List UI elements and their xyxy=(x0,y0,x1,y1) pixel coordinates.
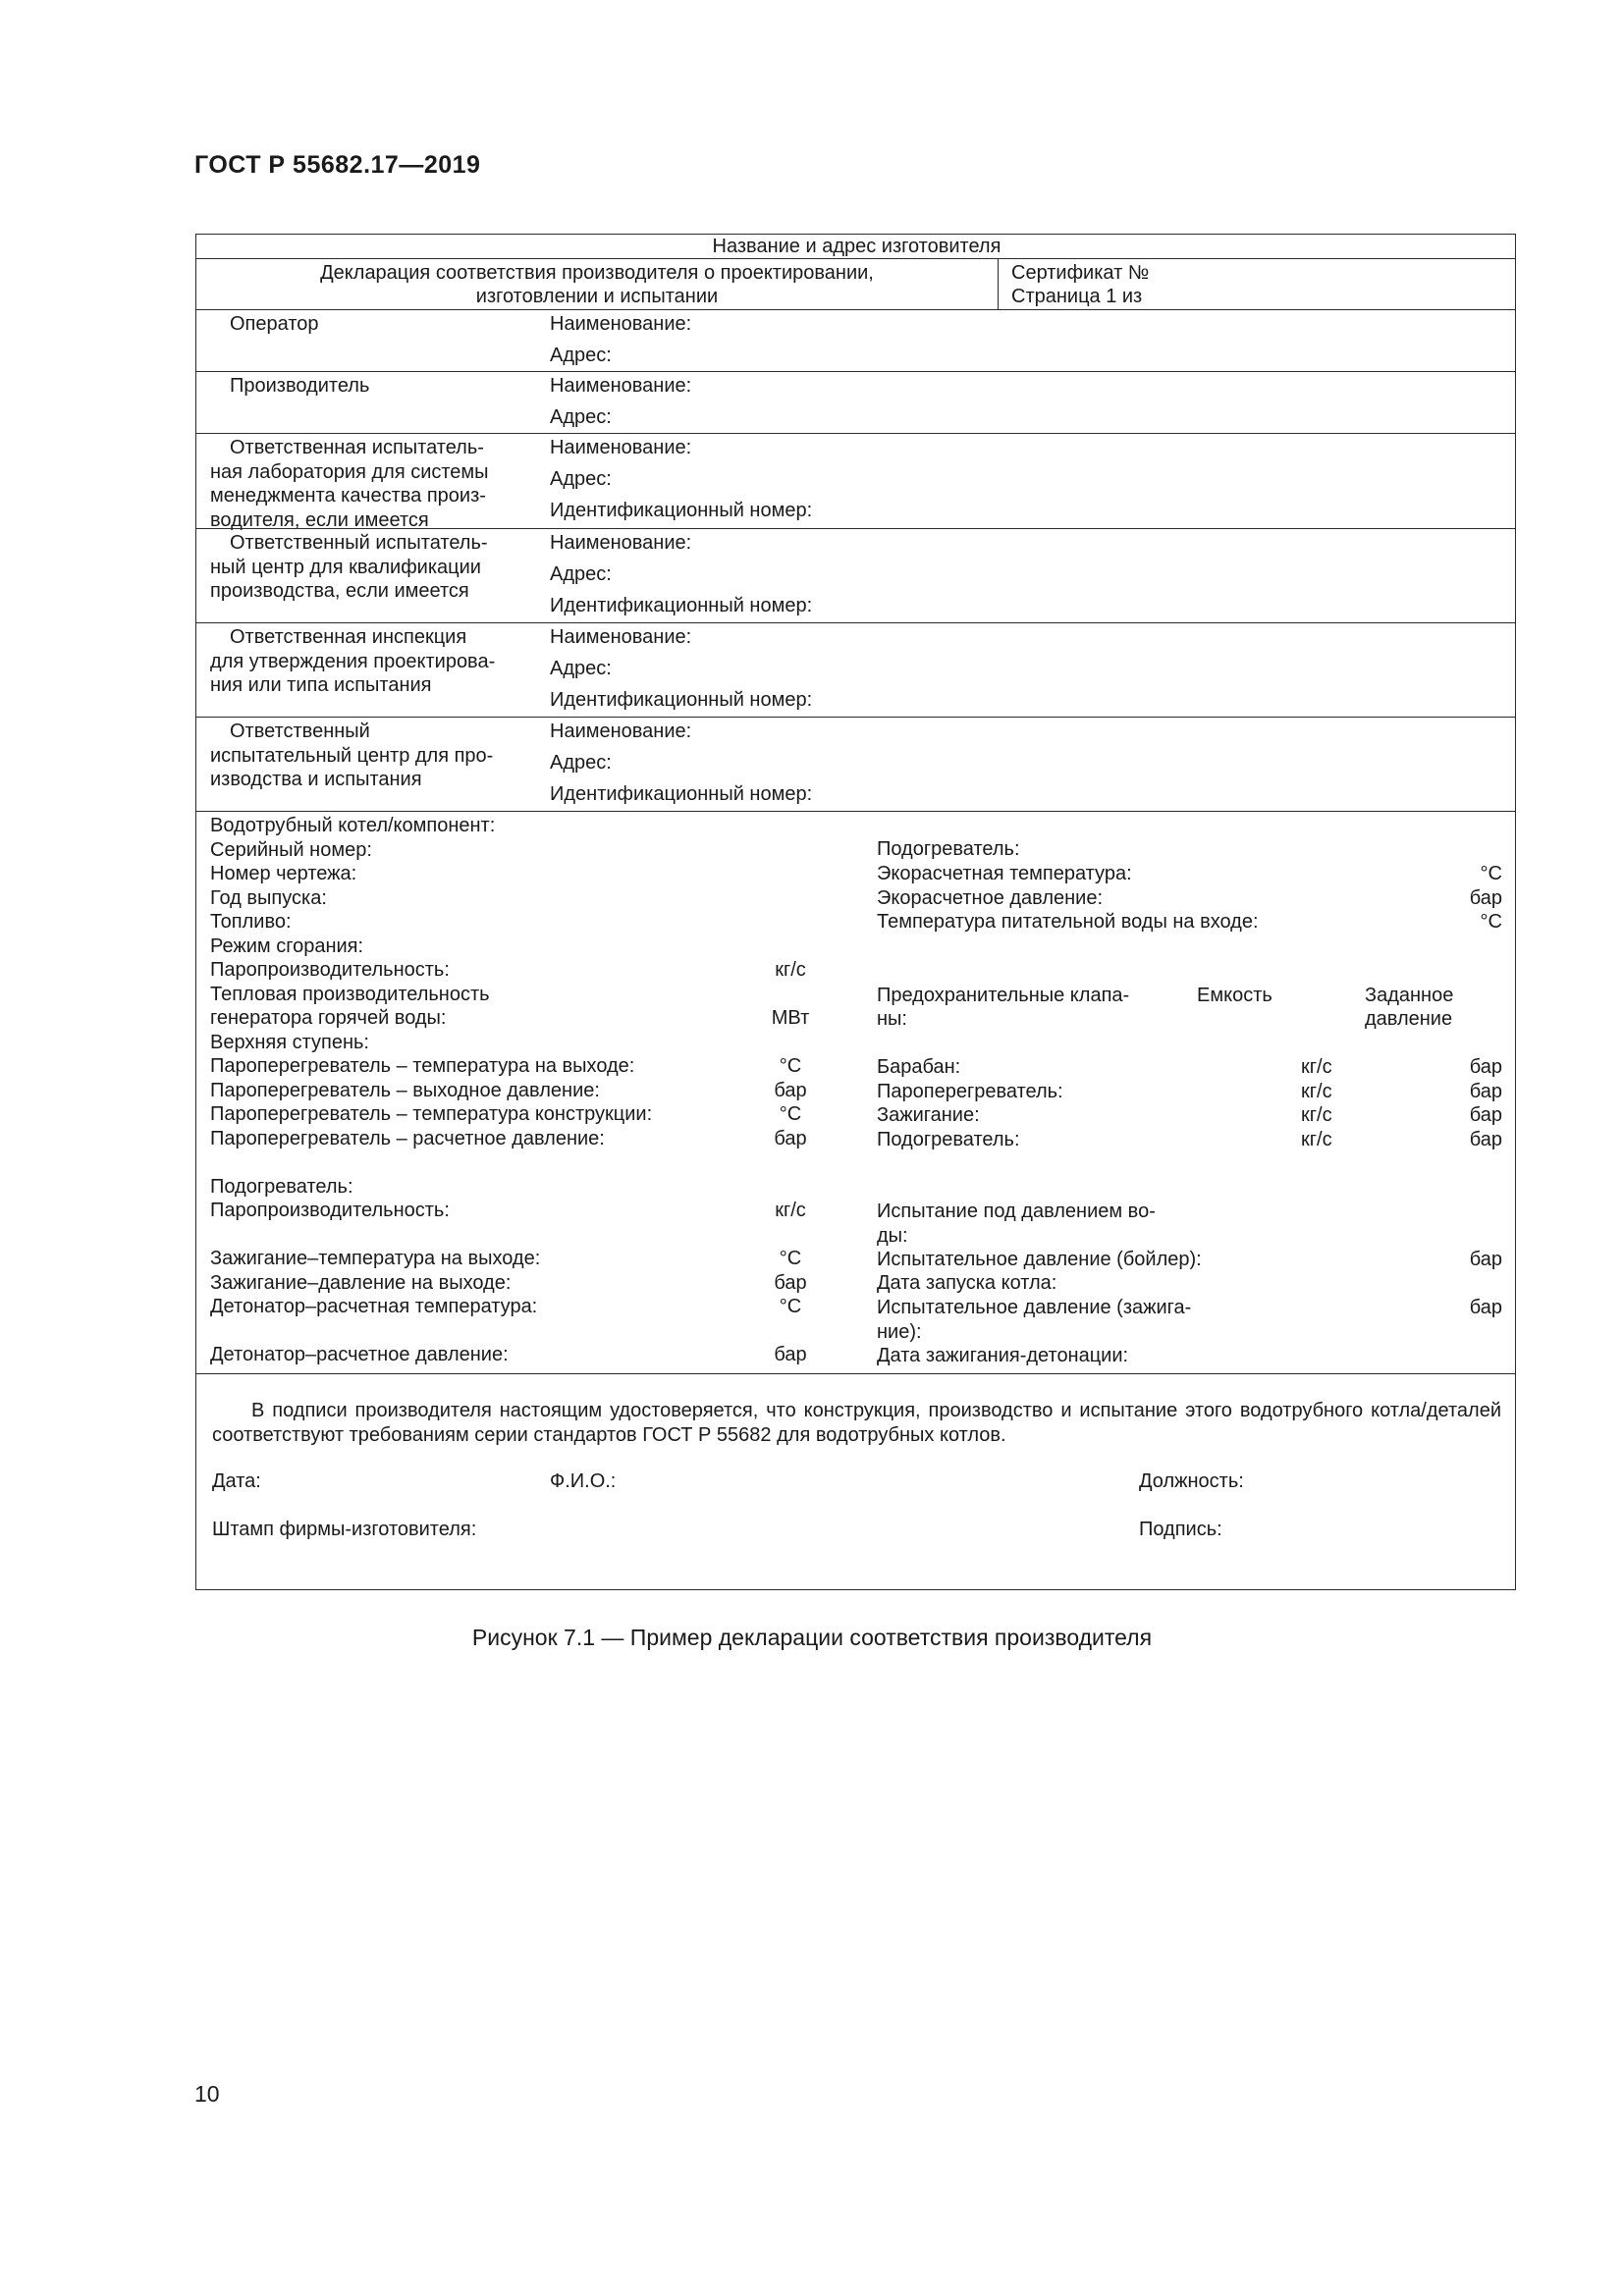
party-field-label: Адрес: xyxy=(550,752,612,774)
declaration-title-line1: Декларация соответствия производителя о проектировании, xyxy=(320,262,874,284)
page-count-label: Страница 1 из xyxy=(1011,286,1143,307)
valve-capacity-unit: кг/с xyxy=(1301,1128,1332,1150)
heater-title: Подогреватель: xyxy=(877,838,1020,860)
valve-pressure-unit: бар xyxy=(1469,1080,1502,1102)
spec-unit: °С xyxy=(779,1296,802,1317)
test-label-line: Испытательное давление (бойлер): xyxy=(877,1249,1202,1270)
party-field-label: Адрес: xyxy=(550,468,612,490)
heater-parameter-label: Температура питательной воды на входе: xyxy=(877,911,1259,933)
divider xyxy=(196,528,1515,529)
party-field-label: Наименование: xyxy=(550,626,692,648)
figure-caption: Рисунок 7.1 — Пример декларации соответствия производителя xyxy=(471,1625,1153,1650)
spec-label: Зажигание–температура на выходе: xyxy=(210,1248,541,1269)
spec-label: Номер чертежа: xyxy=(210,863,357,884)
party-field-label: Адрес: xyxy=(550,345,612,366)
valve-name: Пароперегреватель: xyxy=(877,1080,1063,1102)
spec-unit: °С xyxy=(779,1103,802,1125)
valves-title-line2: ны: xyxy=(877,1008,907,1030)
party-label-line: испытательный центр для про- xyxy=(210,744,494,767)
divider xyxy=(196,433,1515,434)
valves-title-line1: Предохранительные клапа- xyxy=(877,985,1130,1006)
valves-capacity-header: Емкость xyxy=(1197,985,1272,1006)
spec-unit: бар xyxy=(774,1344,807,1365)
spec-unit: °С xyxy=(779,1248,802,1269)
signature-label: Подпись: xyxy=(1139,1519,1222,1540)
valve-capacity-unit: кг/с xyxy=(1301,1080,1332,1102)
party-label-line: производства, если имеется xyxy=(210,580,469,602)
divider xyxy=(196,717,1515,718)
party-field-label: Наименование: xyxy=(550,375,692,397)
spec-unit: бар xyxy=(774,1079,807,1101)
party-field-label: Идентификационный номер: xyxy=(550,500,813,521)
spec-label: Детонатор–расчетная температура: xyxy=(210,1296,538,1317)
spec-unit: °С xyxy=(779,1055,802,1077)
declaration-form xyxy=(195,234,1516,1590)
spec-label: Пароперегреватель – температура на выходе: xyxy=(210,1055,635,1077)
party-field-label: Наименование: xyxy=(550,532,692,554)
heater-parameter-unit: °С xyxy=(1480,863,1502,884)
party-label-line: менеджмента качества произ- xyxy=(210,485,486,507)
test-label-line: Испытание под давлением во- xyxy=(877,1201,1156,1222)
party-label-line: Ответственная испытатель- xyxy=(230,437,484,458)
party-field-label: Адрес: xyxy=(550,406,612,428)
party-field-label: Адрес: xyxy=(550,563,612,585)
valve-name: Зажигание: xyxy=(877,1104,980,1126)
spec-label: Паропроизводительность: xyxy=(210,959,450,981)
spec-unit: бар xyxy=(774,1127,807,1149)
party-label-line: Ответственный xyxy=(230,721,370,742)
valves-pressure-header-line1: Заданное xyxy=(1365,985,1454,1006)
spec-label: Пароперегреватель – выходное давление: xyxy=(210,1079,600,1101)
valves-pressure-header-line2: давление xyxy=(1365,1008,1453,1030)
party-label-line: изводства и испытания xyxy=(210,769,422,790)
spec-label: генератора горячей воды: xyxy=(210,1007,447,1029)
date-label: Дата: xyxy=(212,1470,261,1492)
test-label-line: Дата зажигания-детонации: xyxy=(877,1345,1129,1366)
spec-label: Верхняя ступень: xyxy=(210,1031,369,1053)
party-field-label: Наименование: xyxy=(550,437,692,458)
party-label-line: Ответственный испытатель- xyxy=(230,532,488,554)
divider xyxy=(196,811,1515,812)
party-field-label: Адрес: xyxy=(550,658,612,679)
party-label-line: для утверждения проектирова- xyxy=(210,650,496,672)
position-label: Должность: xyxy=(1139,1470,1244,1492)
certificate-number-label: Сертификат № xyxy=(1011,262,1150,284)
divider xyxy=(998,258,999,309)
test-label-line: Испытательное давление (зажига- xyxy=(877,1297,1192,1318)
party-label-line: ная лаборатория для системы xyxy=(210,460,489,483)
divider xyxy=(196,1373,1515,1374)
document-standard-id: ГОСТ Р 55682.17—2019 xyxy=(194,151,481,179)
spec-label: Пароперегреватель – расчетное давление: xyxy=(210,1127,605,1149)
spec-label: Тепловая производительность xyxy=(210,983,490,1005)
spec-label: Режим сгорания: xyxy=(210,934,364,957)
valve-pressure-unit: бар xyxy=(1469,1056,1502,1078)
heater-parameter-label: Экорасчетная температура: xyxy=(877,863,1132,884)
party-label-line: ния или типа испытания xyxy=(210,674,432,696)
spec-unit: бар xyxy=(774,1271,807,1294)
divider xyxy=(196,622,1515,623)
party-field-label: Идентификационный номер: xyxy=(550,783,813,805)
party-label-line: водителя, если имеется xyxy=(210,508,429,531)
divider xyxy=(196,371,1515,372)
valve-pressure-unit: бар xyxy=(1469,1128,1502,1150)
valve-capacity-unit: кг/с xyxy=(1301,1104,1332,1126)
spec-label: Паропроизводительность: xyxy=(210,1200,450,1221)
declaration-title-line2: изготовлении и испытании xyxy=(475,286,719,307)
party-field-label: Идентификационный номер: xyxy=(550,595,813,616)
spec-label: Детонатор–расчетное давление: xyxy=(210,1344,509,1365)
spec-label: Год выпуска: xyxy=(210,886,327,909)
party-label-line: Ответственная инспекция xyxy=(230,626,467,648)
page-number: 10 xyxy=(194,2081,220,2107)
attestation-text: В подписи производителя настоящим удостоверяется, что конструкция, производство и испытание этого водотрубного котла/деталей соответствуют требованиям серии стандартов ГОСТ Р 55682 для водотрубных котлов. xyxy=(212,1400,1501,1446)
test-unit: бар xyxy=(1469,1297,1502,1318)
spec-label: Серийный номер: xyxy=(210,838,372,861)
full-name-label: Ф.И.О.: xyxy=(550,1470,617,1492)
spec-unit: кг/с xyxy=(775,1200,806,1221)
party-field-label: Наименование: xyxy=(550,313,692,335)
valve-pressure-unit: бар xyxy=(1469,1104,1502,1126)
spec-unit: кг/с xyxy=(775,959,806,981)
party-label-line: Оператор xyxy=(230,313,319,335)
party-field-label: Идентификационный номер: xyxy=(550,689,813,711)
spec-label: Подогреватель: xyxy=(210,1175,353,1198)
spec-label: Топливо: xyxy=(210,911,292,933)
manufacturer-stamp-label: Штамп фирмы-изготовителя: xyxy=(212,1519,477,1540)
valve-name: Барабан: xyxy=(877,1056,961,1078)
heater-parameter-label: Экорасчетное давление: xyxy=(877,886,1104,909)
spec-unit: МВт xyxy=(771,1007,810,1029)
test-label-line: Дата запуска котла: xyxy=(877,1272,1057,1294)
test-unit: бар xyxy=(1469,1249,1502,1270)
spec-label: Зажигание–давление на выходе: xyxy=(210,1271,512,1294)
party-field-label: Наименование: xyxy=(550,721,692,742)
spec-label: Пароперегреватель – температура конструкции: xyxy=(210,1103,653,1125)
party-label-line: Производитель xyxy=(230,375,370,397)
test-label-line: ды: xyxy=(877,1224,908,1247)
heater-parameter-unit: бар xyxy=(1469,886,1502,909)
party-label-line: ный центр для квалификации xyxy=(210,556,481,578)
test-label-line: ние): xyxy=(877,1320,922,1343)
divider xyxy=(196,309,1515,310)
valve-capacity-unit: кг/с xyxy=(1301,1056,1332,1078)
valve-name: Подогреватель: xyxy=(877,1128,1020,1150)
spec-label: Водотрубный котел/компонент: xyxy=(210,815,496,836)
heater-parameter-unit: °С xyxy=(1480,911,1502,933)
form-title: Название и адрес изготовителя xyxy=(712,236,1001,257)
divider xyxy=(196,258,1515,259)
